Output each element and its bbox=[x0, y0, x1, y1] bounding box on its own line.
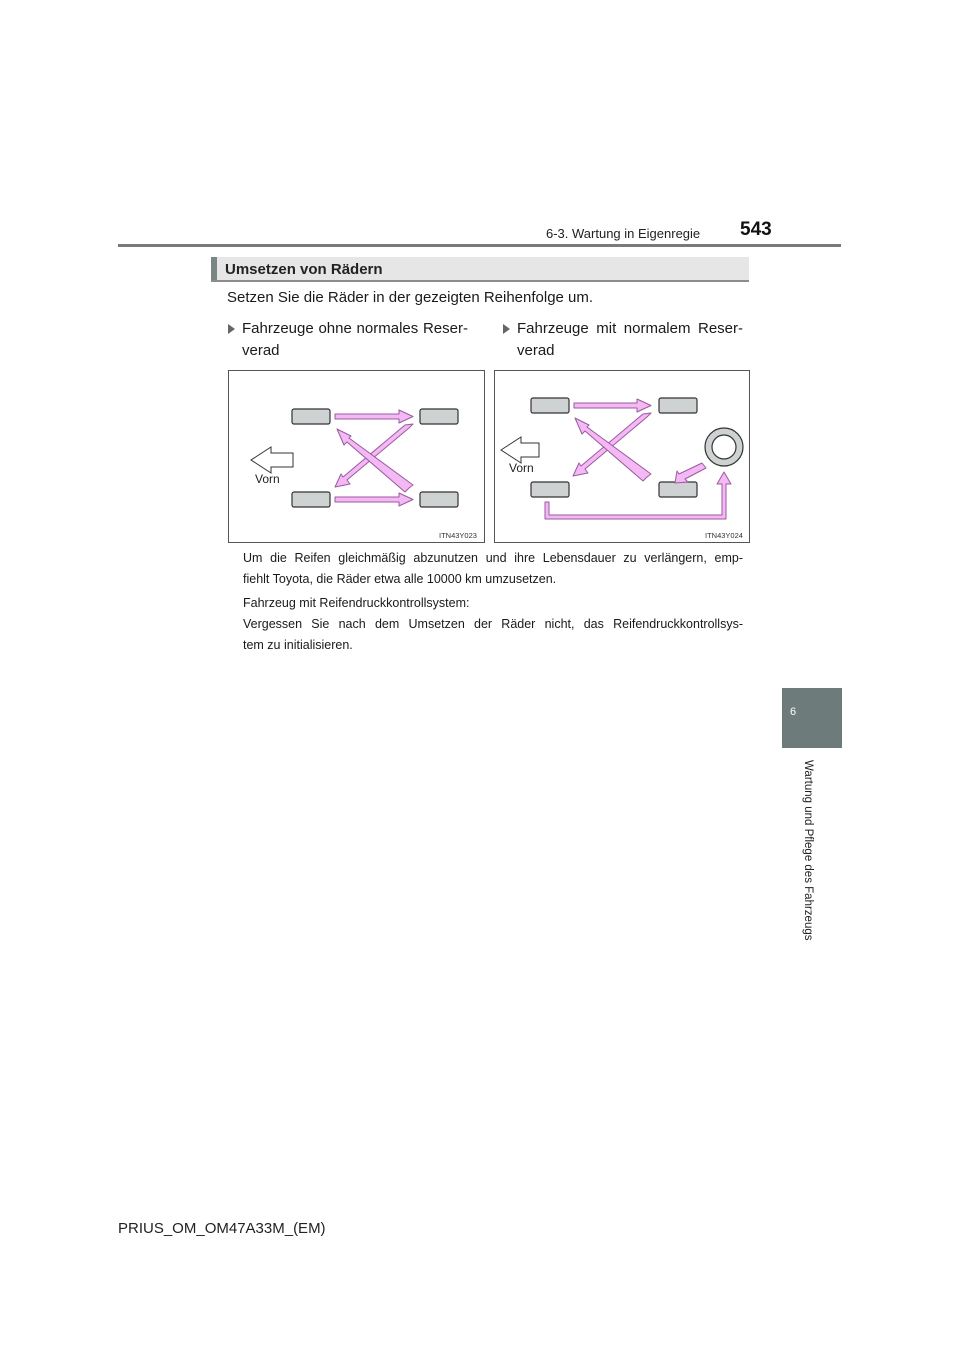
note-maintenance-interval bbox=[243, 548, 743, 590]
caption-left bbox=[228, 318, 468, 362]
chapter-tab-number: 6 bbox=[790, 706, 797, 718]
section-accent bbox=[211, 257, 217, 280]
caption-left-line1: Fahrzeuge ohne normales Reser- bbox=[242, 320, 468, 337]
caption-left-line2: verad bbox=[242, 342, 280, 359]
spare-tire-inner bbox=[712, 435, 736, 459]
intro-text: Setzen Sie die Räder in der gezeigten Reihenfolge um. bbox=[227, 289, 594, 306]
caption-right-line2: verad bbox=[517, 342, 555, 359]
front-label: Vorn bbox=[509, 461, 534, 475]
header-rule bbox=[118, 244, 841, 247]
triangle-bullet-icon bbox=[503, 324, 510, 334]
page-number: 543 bbox=[740, 219, 772, 240]
note-line: Um die Reifen gleichmäßig abzunutzen und ihre Lebensdauer zu verlängern, emp- bbox=[243, 551, 743, 565]
footer-code: PRIUS_OM_OM47A33M_(EM) bbox=[118, 1220, 326, 1237]
figure-id: ITN43Y023 bbox=[439, 531, 477, 540]
note-line: Vergessen Sie nach dem Umsetzen der Räder nicht, das Reifendruckkontrollsys- bbox=[243, 617, 743, 631]
tire-front-right bbox=[531, 482, 569, 497]
rotation-arrow-icon bbox=[545, 399, 731, 519]
front-label: Vorn bbox=[255, 472, 280, 486]
tire-front-right bbox=[292, 492, 330, 507]
triangle-bullet-icon bbox=[228, 324, 235, 334]
tire-rear-left bbox=[420, 409, 458, 424]
tire-front-left bbox=[292, 409, 330, 424]
front-direction-arrow-icon bbox=[251, 447, 293, 473]
rotation-arrow-icon bbox=[335, 410, 413, 506]
tire-rear-right bbox=[420, 492, 458, 507]
note-line: Fahrzeug mit Reifendruckkontrollsystem: bbox=[243, 596, 470, 610]
chapter-tab[interactable] bbox=[782, 688, 842, 748]
figure-id: ITN43Y024 bbox=[705, 531, 743, 540]
note-tpms bbox=[243, 593, 743, 656]
note-line: tem zu initialisieren. bbox=[243, 638, 353, 652]
caption-right-line1: Fahrzeuge mit normalem Reser- bbox=[517, 320, 743, 337]
section-title: Umsetzen von Rädern bbox=[225, 261, 383, 278]
header-section-title: 6-3. Wartung in Eigenregie bbox=[546, 226, 701, 241]
figure-left bbox=[228, 370, 485, 543]
tire-rear-left bbox=[659, 398, 697, 413]
tire-rear-right bbox=[659, 482, 697, 497]
note-line: fiehlt Toyota, die Räder etwa alle 10000 km umzusetzen. bbox=[243, 572, 557, 586]
section-header-bar bbox=[211, 257, 749, 282]
rotation-diagram-with-spare bbox=[495, 371, 749, 542]
front-direction-arrow-icon bbox=[501, 437, 539, 463]
rotation-diagram-no-spare bbox=[229, 371, 484, 542]
tire-front-left bbox=[531, 398, 569, 413]
caption-right bbox=[503, 318, 743, 362]
figure-right bbox=[494, 370, 750, 543]
chapter-tab-label: Wartung und Pflege des Fahrzeugs bbox=[802, 760, 814, 941]
